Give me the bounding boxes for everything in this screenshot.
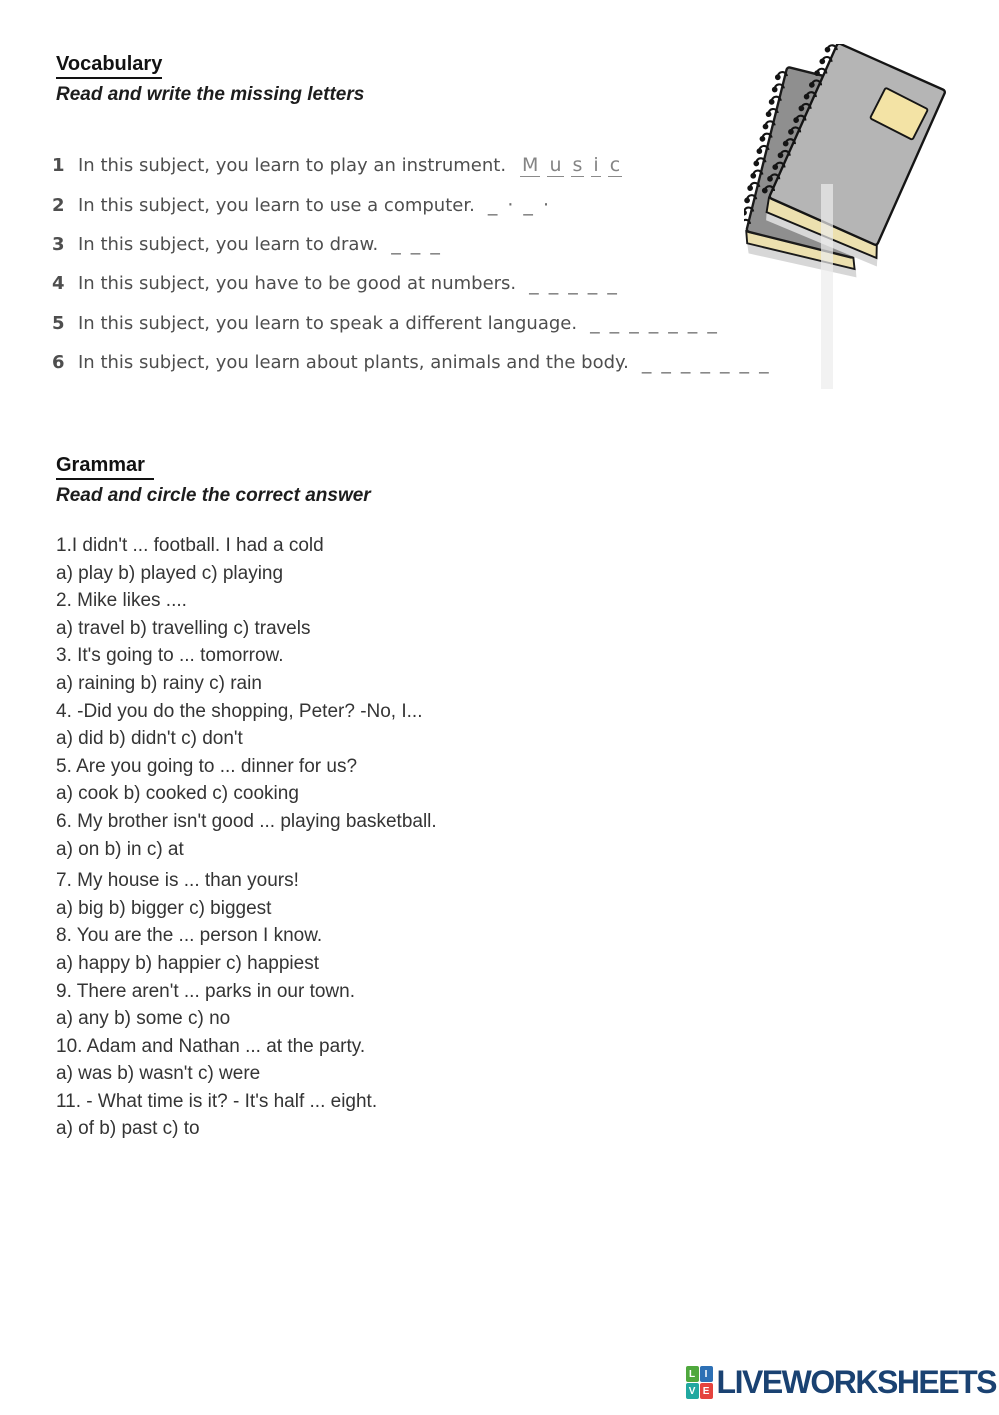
- grammar-question: [56, 1033, 756, 1088]
- spiral-ring-dot: [768, 98, 775, 105]
- logo-square: E: [700, 1383, 713, 1399]
- spiral-ring-dot: [771, 86, 778, 93]
- spiral-ring-dot: [753, 160, 760, 167]
- grammar-question: [56, 532, 756, 587]
- spiral-ring-dot: [824, 46, 832, 54]
- grammar-question: [56, 867, 756, 922]
- spiral-ring-dot: [759, 135, 766, 142]
- grammar-question: [56, 642, 756, 697]
- grammar-question-list: [56, 532, 756, 1143]
- question-text: 2. Mike likes ....: [56, 590, 187, 612]
- logo-square: L: [686, 1366, 699, 1382]
- scan-artifact-strip: [821, 184, 833, 389]
- options-line[interactable]: a) travel b) travelling c) travels: [56, 617, 311, 639]
- spiral-ring-dot: [819, 58, 827, 66]
- vocab-question-text: In this subject, you learn to draw.: [78, 233, 379, 255]
- options-line[interactable]: a) did b) didn't c) don't: [56, 728, 243, 750]
- grammar-question: [56, 978, 756, 1033]
- liveworksheets-logo[interactable]: [686, 1366, 996, 1399]
- options-line[interactable]: a) big b) bigger c) biggest: [56, 897, 272, 919]
- spiral-ring-dot: [756, 148, 763, 155]
- grammar-question: [56, 698, 756, 753]
- options-line[interactable]: a) of b) past c) to: [56, 1118, 200, 1140]
- spiral-ring-dot: [750, 172, 757, 179]
- question-text: 10. Adam and Nathan ... at the party.: [56, 1035, 366, 1057]
- item-number: 3: [52, 233, 65, 255]
- options-line[interactable]: a) play b) played c) playing: [56, 562, 284, 584]
- spiral-ring-dot: [747, 185, 754, 192]
- item-number: 1: [52, 155, 65, 177]
- question-text: 7. My house is ... than yours!: [56, 870, 299, 892]
- logo-square: V: [686, 1383, 699, 1399]
- question-text: 1.I didn't ... football. I had a cold: [56, 535, 324, 556]
- question-text: 4. -Did you do the shopping, Peter? -No, I...: [56, 700, 423, 722]
- answer-blank[interactable]: _ _ _ _ _ _ _: [641, 351, 771, 374]
- vocabulary-header: [56, 52, 364, 107]
- question-text: 5. Are you going to ... dinner for us?: [56, 755, 358, 777]
- item-number: 2: [52, 194, 65, 216]
- question-text: 9. There aren't ... parks in our town.: [56, 980, 355, 1002]
- answer-blank[interactable]: _ _ _ _ _ _ _: [590, 312, 719, 335]
- liveworksheets-logo-text: LIVEWORKSHEETS: [716, 1364, 996, 1400]
- spiral-ring-dot: [744, 209, 747, 216]
- vocab-question-text: In this subject, you learn to speak a different language.: [78, 312, 578, 334]
- grammar-title: Grammar: [56, 453, 154, 480]
- vocab-question-text: In this subject, you learn to use a computer.: [78, 194, 475, 216]
- options-line[interactable]: a) happy b) happier c) happiest: [56, 952, 319, 974]
- grammar-question: [56, 587, 756, 642]
- vocab-item: [52, 304, 882, 343]
- spiral-ring-dot: [744, 197, 751, 204]
- grammar-header: [56, 453, 371, 508]
- vocabulary-title: Vocabulary: [56, 52, 162, 79]
- question-text: 8. You are the ... person I know.: [56, 925, 323, 947]
- vocab-item: [52, 343, 882, 382]
- item-number: 6: [52, 352, 65, 374]
- grammar-question: [56, 753, 756, 808]
- grammar-question: [56, 1088, 756, 1143]
- question-text: 11. - What time is it? - It's half ... eight.: [56, 1090, 378, 1112]
- liveworksheets-logo-squares: [686, 1366, 713, 1399]
- grammar-instruction: Read and circle the correct answer: [56, 485, 371, 506]
- answer-blank[interactable]: _ _ _: [391, 233, 442, 256]
- spiral-ring-dot: [762, 123, 769, 130]
- question-text: 3. It's going to ... tomorrow.: [56, 645, 284, 667]
- grammar-question: [56, 808, 756, 863]
- spiral-ring-dot: [765, 111, 772, 118]
- options-line[interactable]: a) cook b) cooked c) cooking: [56, 783, 299, 805]
- logo-square: I: [700, 1366, 713, 1382]
- written-answer[interactable]: M u s i c: [522, 153, 621, 176]
- item-number: 5: [52, 312, 65, 334]
- vocab-question-text: In this subject, you learn about plants, animals and the body.: [78, 352, 629, 374]
- options-line[interactable]: a) raining b) rainy c) rain: [56, 672, 262, 694]
- question-text: 6. My brother isn't good ... playing basketball.: [56, 810, 437, 832]
- item-number: 4: [52, 273, 65, 295]
- vocab-question-text: In this subject, you have to be good at numbers.: [78, 273, 517, 295]
- options-line[interactable]: a) any b) some c) no: [56, 1008, 231, 1030]
- grammar-question: [56, 922, 756, 977]
- vocabulary-instruction: Read and write the missing letters: [56, 84, 365, 105]
- answer-blank[interactable]: _ · _ ·: [487, 194, 552, 217]
- options-line[interactable]: a) was b) wasn't c) were: [56, 1063, 261, 1085]
- spiral-notebooks-illustration: [744, 44, 982, 282]
- vocab-question-text: In this subject, you learn to play an instrument.: [78, 155, 507, 177]
- answer-blank[interactable]: _ _ _ _ _: [529, 272, 619, 295]
- spiral-ring-dot: [774, 74, 781, 81]
- options-line[interactable]: a) on b) in c) at: [56, 838, 184, 860]
